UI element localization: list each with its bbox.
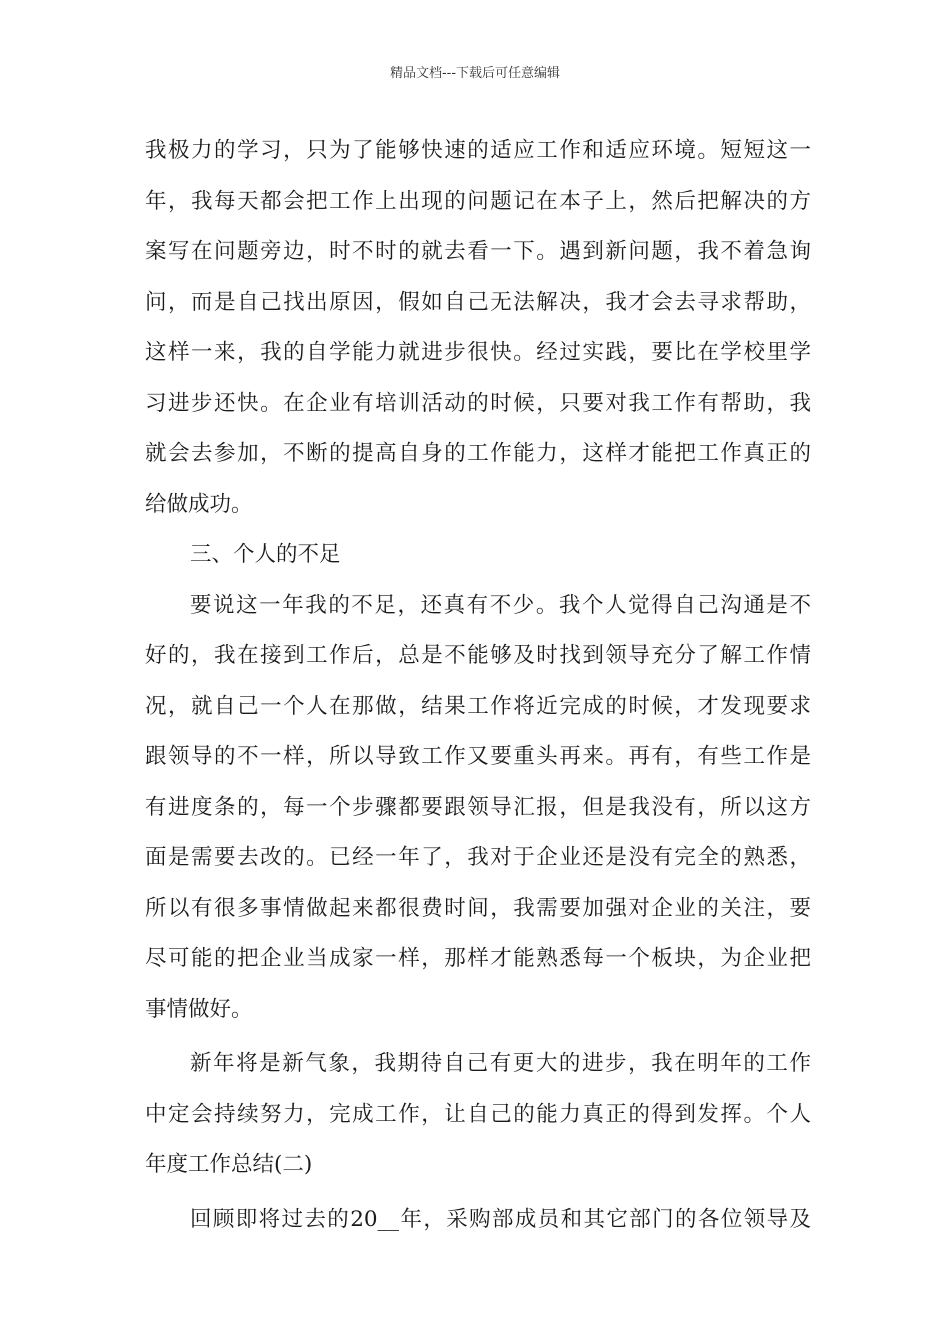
body-line: 况，就自己一个人在那做，结果工作将近完成的时候，才发现要求 (145, 693, 811, 719)
body-line: 问，而是自己找出原因，假如自己无法解决，我才会去寻求帮助， (145, 289, 811, 315)
body-line: 年度工作总结(二) (145, 1152, 313, 1177)
body-line: 要说这一年我的不足，还真有不少。我个人觉得自己沟通是不 (190, 592, 811, 618)
body-line: 尽可能的把企业当成家一样，那样才能熟悉每一个板块，为企业把 (145, 946, 811, 971)
body-line: 年，我每天都会把工作上出现的问题记在本子上，然后把解决的方 (145, 188, 811, 214)
body-line: 我极力的学习，只为了能够快速的适应工作和适应环境。短短这一 (145, 138, 811, 163)
body-line: 这样一来，我的自学能力就进步很快。经过实践，要比在学校里学 (145, 340, 811, 365)
body-line: 面是需要去改的。已经一年了，我对于企业还是没有完全的熟悉， (145, 845, 811, 870)
body-line: 新年将是新气象，我期待自己有更大的进步，我在明年的工作 (190, 1051, 811, 1076)
body-line: 回顾即将过去的20__年，采购部成员和其它部门的各位领导及 (190, 1206, 811, 1232)
body-line: 中定会持续努力，完成工作，让自己的能力真正的得到发挥。个人 (145, 1101, 811, 1127)
body-line: 就会去参加，不断的提高自身的工作能力，这样才能把工作真正的 (145, 441, 811, 466)
body-line: 案写在问题旁边，时不时的就去看一下。遇到新问题，我不着急询 (145, 239, 811, 264)
document-body (145, 126, 811, 1245)
body-line: 跟领导的不一样，所以导致工作又要重头再来。再有，有些工作是 (145, 744, 811, 769)
body-line: 给做成功。 (145, 491, 253, 517)
body-line: 习进步还快。在企业有培训活动的时候，只要对我工作有帮助，我 (145, 390, 811, 416)
body-line: 好的，我在接到工作后，总是不能够及时找到领导充分了解工作情 (145, 643, 811, 668)
body-line: 事情做好。 (145, 996, 253, 1022)
body-line: 有进度条的，每一个步骤都要跟领导汇报，但是我没有，所以这方 (145, 794, 811, 820)
document-header: 精品文档---下载后可任意编辑 (389, 66, 561, 81)
section-heading: 三、个人的不足 (190, 542, 341, 567)
body-line: 所以有很多事情做起来都很费时间，我需要加强对企业的关注，要 (145, 895, 811, 921)
